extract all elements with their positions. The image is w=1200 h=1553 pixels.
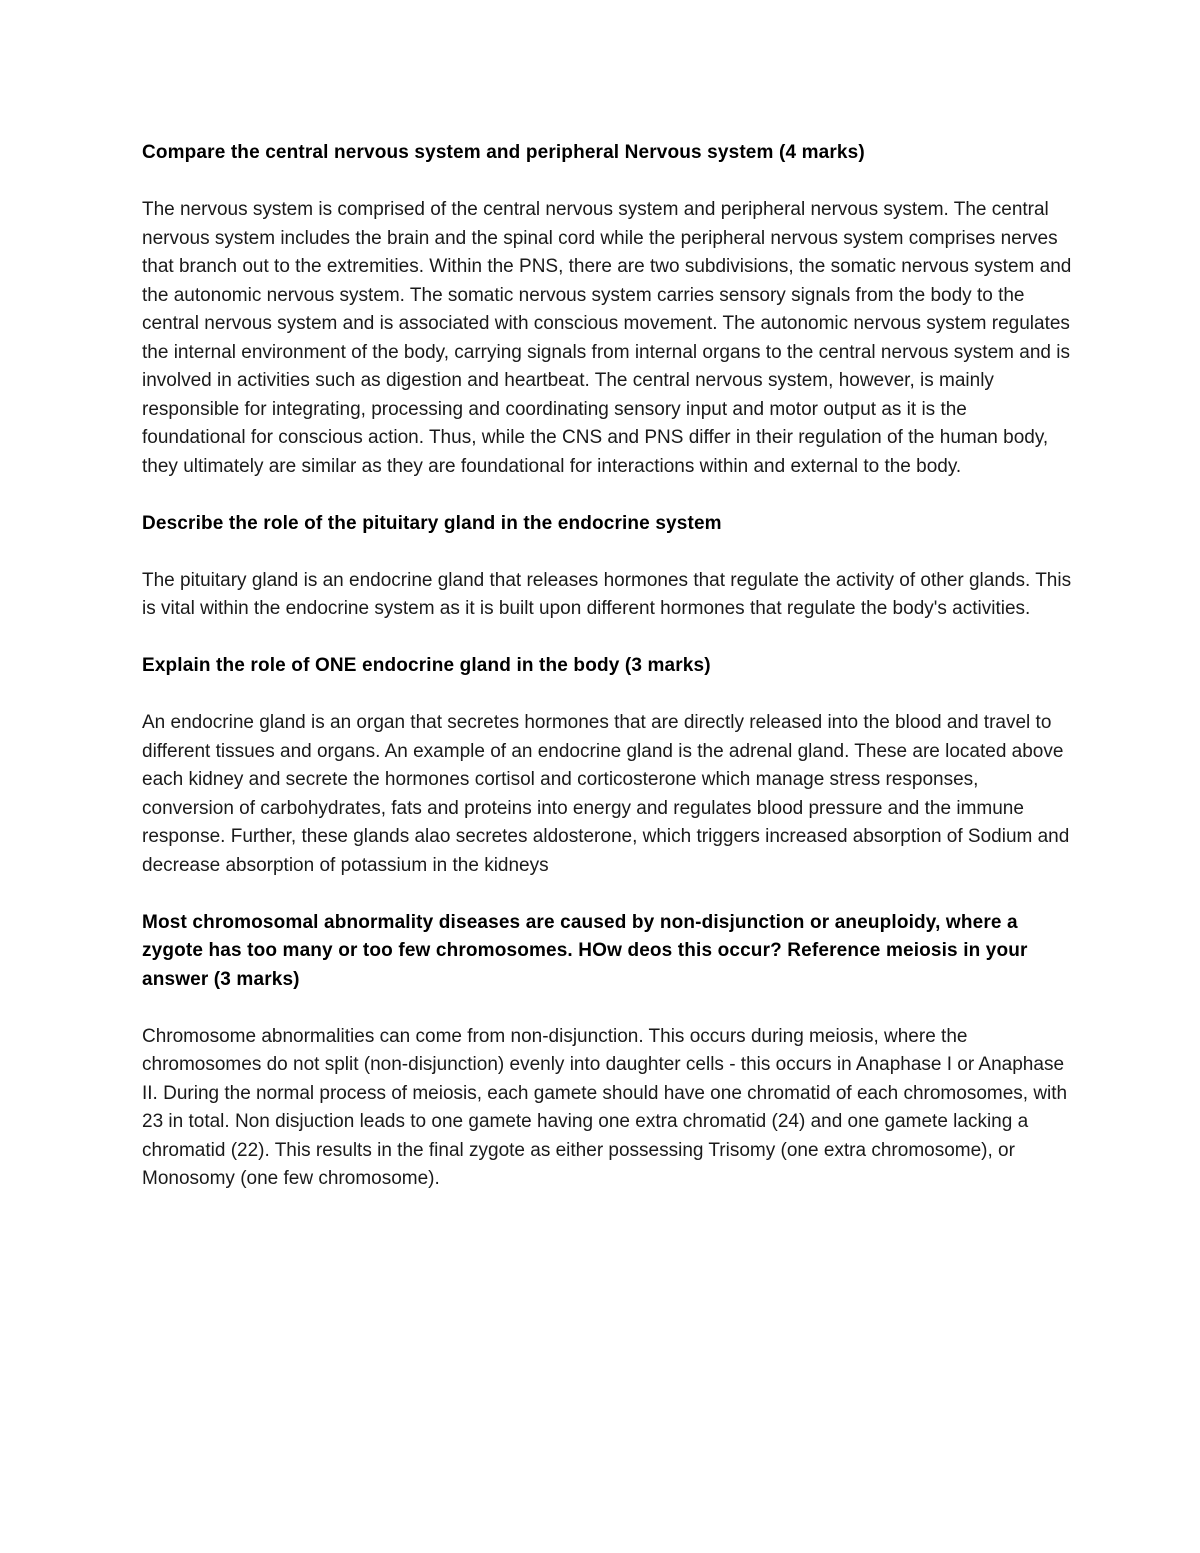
answer-paragraph: The pituitary gland is an endocrine gland that releases hormones that regulate the activity of other glands. This is vital within the endocrine system as it is built upon different hormones that regulate the body's activities. <box>142 569 1072 619</box>
section-endocrine-gland <box>142 652 1072 880</box>
question-heading: Compare the central nervous system and peripheral Nervous system (4 marks) <box>142 142 865 163</box>
question-heading: Most chromosomal abnormality diseases are caused by non-disjunction or aneuploidy, where a zygote has too many or too few chromosomes. HOw deos this occur? Reference meiosis in your answer (3 marks) <box>142 911 1028 990</box>
document-page <box>142 139 1072 1194</box>
question-heading: Explain the role of ONE endocrine gland in the body (3 marks) <box>142 655 711 676</box>
section-cns-pns <box>142 139 1072 481</box>
answer-paragraph: An endocrine gland is an organ that secretes hormones that are directly released into the blood and travel to different tissues and organs. An example of an endocrine gland is the adrenal gland. These are located above each kidney and secrete the hormones cortisol and corticosterone which manage stress responses, conversion of carbohydrates, fats and proteins into energy and regulates blood pressure and the immune response. Further, these glands alao secretes aldosterone, which triggers increased absorption of Sodium and decrease absorption of potassium in the kidneys <box>142 712 1070 876</box>
section-pituitary <box>142 510 1072 624</box>
answer-paragraph: Chromosome abnormalities can come from non-disjunction. This occurs during meiosis, where the chromosomes do not split (non-disjunction) evenly into daughter cells - this occurs in Anaphase I or Anaphase II. During the normal process of meiosis, each gamete should have one chromatid of each chromosomes, with 23 in total. Non disjuction leads to one gamete having one extra chromatid (24) and one gamete lacking a chromatid (22). This results in the final zygote as either possessing Trisomy (one extra chromosome), or Monosomy (one few chromosome). <box>142 1025 1068 1189</box>
section-chromosomal-abnormality <box>142 909 1072 1194</box>
answer-paragraph: The nervous system is comprised of the central nervous system and peripheral nervous system. The central nervous system includes the brain and the spinal cord while the peripheral nervous system comprises nerves that branch out to the extremities. Within the PNS, there are two subdivisions, the somatic nervous system and the autonomic nervous system. The somatic nervous system carries sensory signals from the body to the central nervous system and is associated with conscious movement. The autonomic nervous system regulates the internal environment of the body, carrying signals from internal organs to the central nervous system and is involved in activities such as digestion and heartbeat. The central nervous system, however, is mainly responsible for integrating, processing and coordinating sensory input and motor output as it is the foundational for conscious action. Thus, while the CNS and PNS differ in their regulation of the human body, they ultimately are similar as they are foundational for interactions within and external to the body. <box>142 199 1072 477</box>
question-heading: Describe the role of the pituitary gland in the endocrine system <box>142 512 722 534</box>
